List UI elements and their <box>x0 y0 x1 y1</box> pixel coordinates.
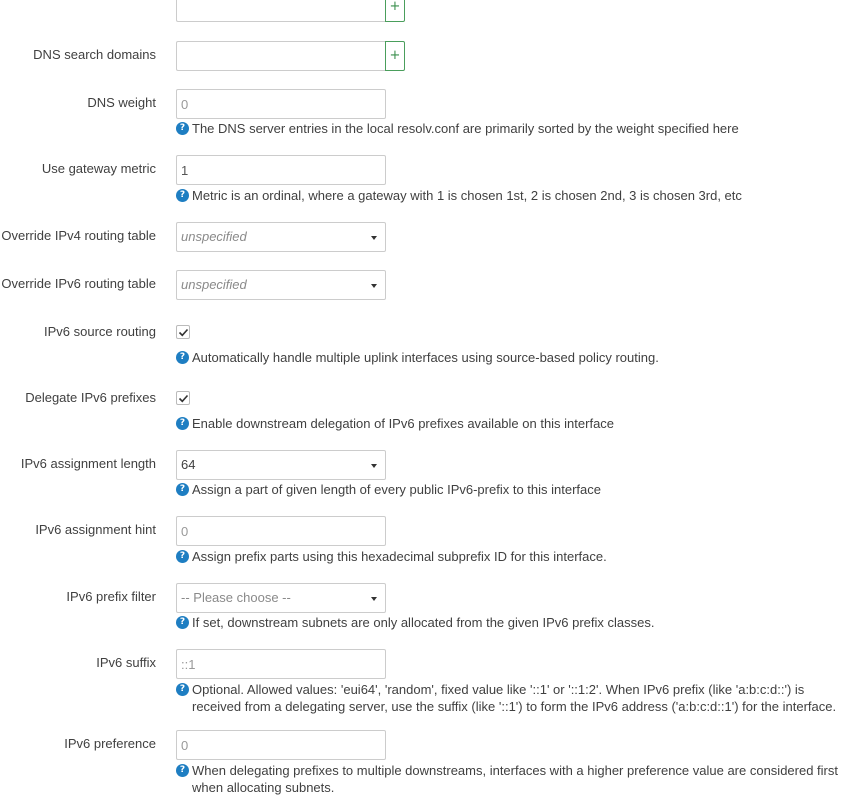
help-icon: ? <box>176 764 189 777</box>
ipv6-suffix-input[interactable] <box>176 649 386 679</box>
dns-servers-add-button[interactable]: + <box>385 0 405 22</box>
ipv6-preference-control <box>176 730 386 760</box>
dns-weight-label: DNS weight <box>87 95 156 110</box>
dns-search-label: DNS search domains <box>33 47 156 62</box>
checkmark-icon <box>178 393 189 404</box>
ipv4-table-label: Override IPv4 routing table <box>1 228 156 243</box>
assignment-hint-input[interactable] <box>176 516 386 546</box>
ipv6-source-routing-checkbox[interactable] <box>176 325 190 339</box>
dns-weight-help <box>176 120 846 137</box>
assignment-length-help <box>176 481 846 498</box>
help-icon: ? <box>176 351 189 364</box>
ipv6-preference-label: IPv6 preference <box>64 736 156 751</box>
help-icon: ? <box>176 122 189 135</box>
delegate-prefixes-checkbox[interactable] <box>176 391 190 405</box>
caret-down-icon <box>371 464 377 468</box>
assignment-hint-help <box>176 548 846 565</box>
assignment-hint-label: IPv6 assignment hint <box>35 522 156 537</box>
caret-down-icon <box>371 284 377 288</box>
help-icon: ? <box>176 683 189 696</box>
caret-down-icon <box>371 236 377 240</box>
ipv6-table-selected: unspecified <box>181 277 247 292</box>
ipv6-table-select[interactable] <box>176 270 386 300</box>
help-icon: ? <box>176 616 189 629</box>
prefix-filter-selected: -- Please choose -- <box>181 590 291 605</box>
delegate-prefixes-label: Delegate IPv6 prefixes <box>25 390 156 405</box>
dns-servers-input[interactable] <box>176 0 385 22</box>
dns-search-input[interactable] <box>176 41 385 71</box>
delegate-prefixes-help-text: Enable downstream delegation of IPv6 prefixes available on this interface <box>192 416 615 431</box>
ipv6-preference-input[interactable] <box>176 730 386 760</box>
ipv6-suffix-control <box>176 649 386 679</box>
assignment-length-label: IPv6 assignment length <box>20 456 156 471</box>
gateway-metric-help-text: Metric is an ordinal, where a gateway with 1 is chosen 1st, 2 is chosen 2nd, 3 is chosen 3rd, etc <box>192 188 742 203</box>
gateway-metric-help <box>176 187 846 204</box>
ipv6-suffix-label: IPv6 suffix <box>96 655 156 670</box>
assignment-hint-control <box>176 516 386 546</box>
prefix-filter-label: IPv6 prefix filter <box>66 589 156 604</box>
prefix-filter-help <box>176 614 846 631</box>
gateway-metric-label: Use gateway metric <box>41 161 156 176</box>
ipv6-table-label: Override IPv6 routing table <box>1 276 156 291</box>
ipv6-source-routing-help <box>176 349 846 366</box>
ipv6-table-control <box>176 270 386 300</box>
checkmark-icon <box>178 327 189 338</box>
help-icon: ? <box>176 550 189 563</box>
dns-weight-help-text: The DNS server entries in the local resolv.conf are primarily sorted by the weight specified here <box>192 121 739 136</box>
ipv4-table-select[interactable] <box>176 222 386 252</box>
prefix-filter-help-text: If set, downstream subnets are only allocated from the given IPv6 prefix classes. <box>192 615 655 630</box>
ipv6-preference-help <box>176 762 846 796</box>
assignment-length-control <box>176 450 386 480</box>
assignment-length-selected: 64 <box>181 457 196 472</box>
ipv6-suffix-help <box>176 681 846 715</box>
ipv6-source-routing-help-text: Automatically handle multiple uplink interfaces using source-based policy routing. <box>192 350 659 365</box>
ipv4-table-selected: unspecified <box>181 229 247 244</box>
dns-search-add-button[interactable]: + <box>385 41 405 71</box>
assignment-length-select[interactable] <box>176 450 386 480</box>
dns-servers-control <box>176 0 405 22</box>
prefix-filter-select[interactable] <box>176 583 386 613</box>
assignment-length-help-text: Assign a part of given length of every public IPv6-prefix to this interface <box>192 482 601 497</box>
prefix-filter-control <box>176 583 386 613</box>
dns-search-control <box>176 41 405 71</box>
gateway-metric-input[interactable] <box>176 155 386 185</box>
ipv6-source-routing-label: IPv6 source routing <box>43 324 156 339</box>
ipv4-table-control <box>176 222 386 252</box>
delegate-prefixes-help <box>176 415 846 432</box>
help-icon: ? <box>176 189 189 202</box>
help-icon: ? <box>176 417 189 430</box>
caret-down-icon <box>371 597 377 601</box>
gateway-metric-control <box>176 155 386 185</box>
ipv6-suffix-help-text: Optional. Allowed values: 'eui64', 'random', fixed value like '::1' or '::1:2'. When IPv6 prefix (like 'a:b:c:d::') is received from a delegating server, use the suffix (like '::1') to form the IPv6 address ('a:b:c:d::1') for the interface. <box>192 682 837 714</box>
dns-weight-input[interactable] <box>176 89 386 119</box>
dns-weight-control <box>176 89 386 119</box>
ipv6-preference-help-text: When delegating prefixes to multiple downstreams, interfaces with a higher preference value are considered first when allocating subnets. <box>192 763 839 795</box>
help-icon: ? <box>176 483 189 496</box>
assignment-hint-help-text: Assign prefix parts using this hexadecimal subprefix ID for this interface. <box>192 549 607 564</box>
